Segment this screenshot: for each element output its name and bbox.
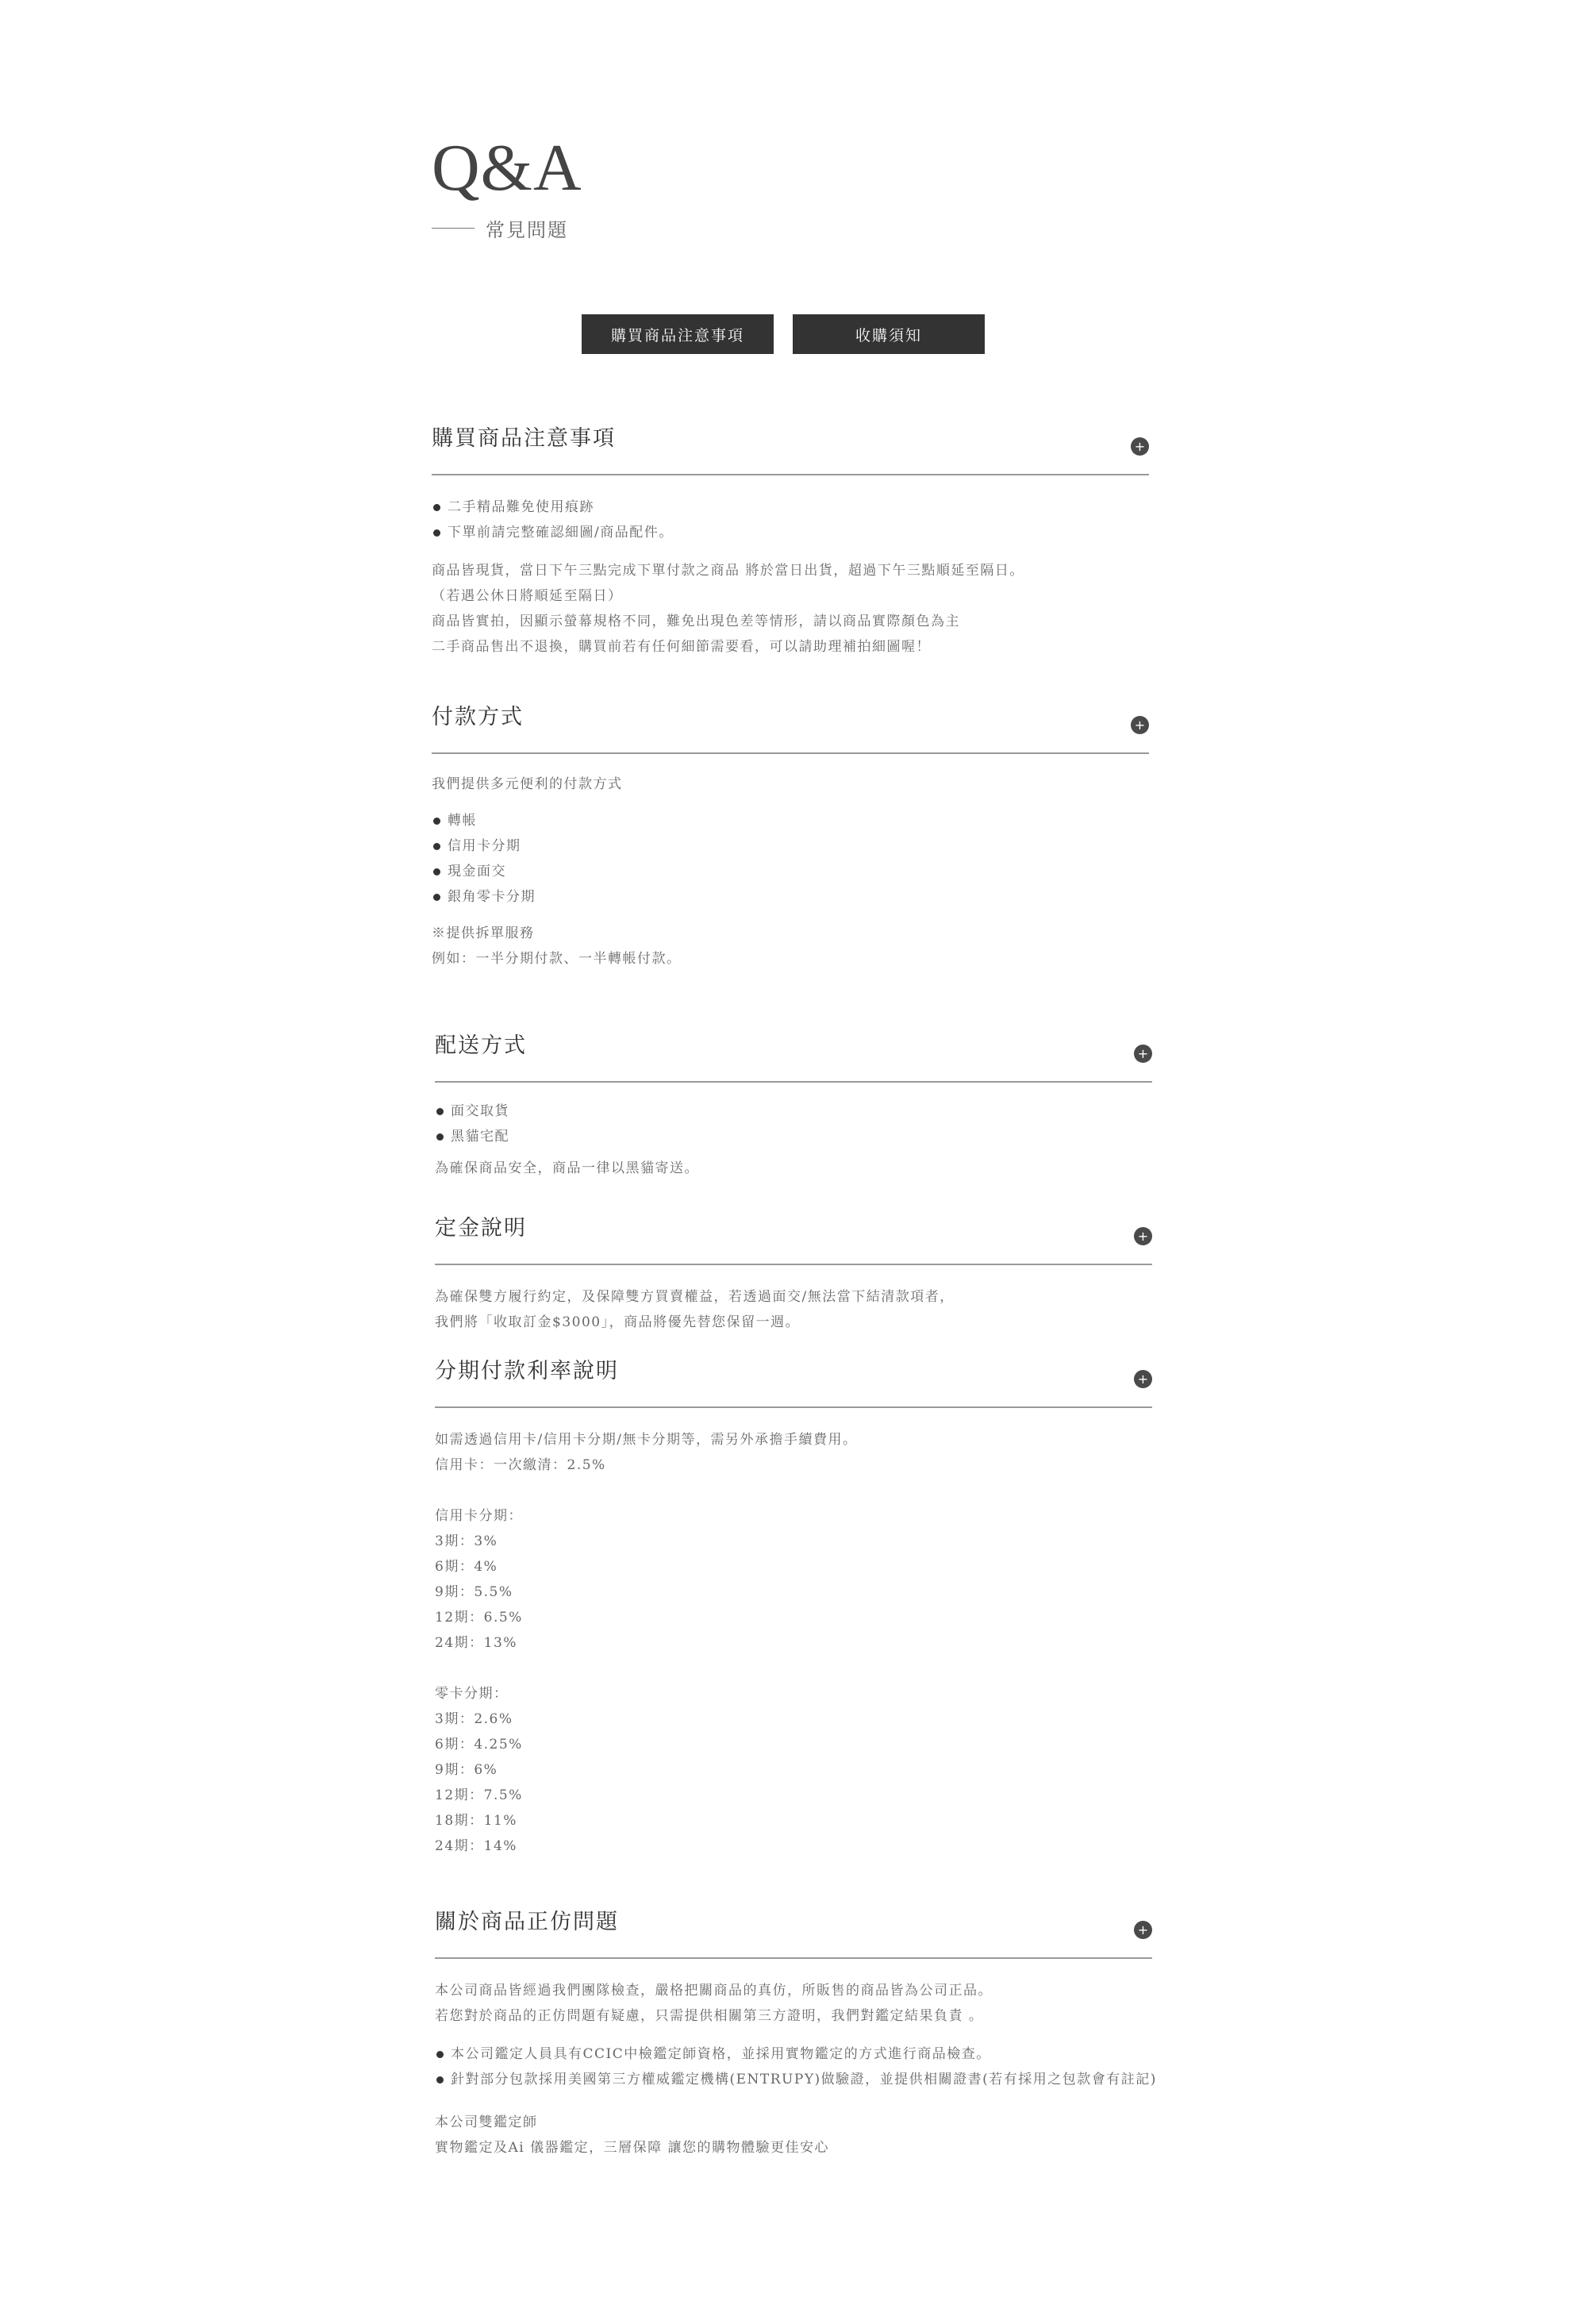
rate-line: 12期：7.5% <box>435 1787 523 1803</box>
text-line: 二手商品售出不退換，購買前若有任何細節需要看，可以請助理補拍細圖喔！ <box>432 639 931 655</box>
section-title: 關於商品正仿問題 <box>435 1910 619 1934</box>
section-text <box>435 1284 1152 1335</box>
credit-installment-title: 信用卡分期： <box>435 1508 523 1524</box>
text-line: 商品皆實拍，因顯示螢幕規格不同，難免出現色差等情形，請以商品實際顏色為主 <box>432 614 960 629</box>
page-subtitle: 常見問題 <box>486 219 568 241</box>
section-header[interactable] <box>435 1032 1152 1083</box>
text-line: 信用卡：一次繳清：2.5% <box>435 1457 606 1473</box>
bullet-list <box>435 2041 1228 2092</box>
section-title: 配送方式 <box>435 1033 527 1058</box>
expand-plus-icon[interactable]: + <box>1134 1921 1152 1939</box>
list-item: 針對部分包款採用美國第三方權威鑑定機構(ENTRUPY)做驗證，並提供相關證書(若有採用之包款會有註記) <box>435 2067 1228 2092</box>
text-line: 本公司商品皆經過我們團隊檢查，嚴格把關商品的真仿，所販售的商品皆為公司正品。 <box>435 1983 993 1999</box>
section-header[interactable] <box>435 1908 1152 1959</box>
section-payment <box>432 703 1149 972</box>
bullet-list <box>435 1099 1152 1149</box>
subtitle-dash-line <box>432 228 475 229</box>
expand-plus-icon[interactable]: + <box>1134 1370 1152 1388</box>
tab-buyback-notes[interactable]: 收購須知 <box>793 314 985 354</box>
rate-line: 12期：6.5% <box>435 1610 523 1626</box>
text-line: 為確保雙方履行約定，及保障雙方買賣權益，若透過面交/無法當下結清款項者， <box>435 1289 955 1305</box>
list-item: 黑貓宅配 <box>435 1124 1152 1149</box>
list-item: 信用卡分期 <box>432 833 1149 859</box>
text-line: 商品皆現貨，當日下午三點完成下單付款之商品 將於當日出貨，超過下午三點順延至隔日。 <box>432 563 1024 579</box>
rate-line: 9期：5.5% <box>435 1584 513 1600</box>
rate-line: 9期：6% <box>435 1762 498 1778</box>
list-item: 轉帳 <box>432 808 1149 833</box>
section-installment <box>435 1357 1152 1859</box>
rate-line: 3期：2.6% <box>435 1711 513 1727</box>
section-delivery <box>435 1032 1152 1181</box>
tab-purchase-notes[interactable]: 購買商品注意事項 <box>582 314 774 354</box>
text-line: （若遇公休日將順延至隔日） <box>432 588 623 604</box>
text-line: 我們將「收取訂金$3000」，商品將優先替您保留一週。 <box>435 1314 801 1330</box>
expand-plus-icon[interactable]: + <box>1131 437 1149 456</box>
list-item: 銀角零卡分期 <box>432 884 1149 910</box>
rate-line: 6期：4% <box>435 1559 498 1575</box>
rate-line: 24期：14% <box>435 1838 517 1854</box>
list-item: 下單前請完整確認細圖/商品配件。 <box>432 520 1149 545</box>
list-item: 現金面交 <box>432 859 1149 884</box>
list-item: 面交取貨 <box>435 1099 1152 1124</box>
text-line: 實物鑑定及Ai 儀器鑑定，三層保障 讓您的購物體驗更佳安心 <box>435 2140 830 2156</box>
expand-plus-icon[interactable]: + <box>1134 1045 1152 1063</box>
section-title: 購買商品注意事項 <box>432 426 616 451</box>
section-footer-text <box>435 2110 1152 2160</box>
page-subtitle-row <box>432 214 568 242</box>
rate-line: 3期：3% <box>435 1533 498 1549</box>
bullet-list <box>432 494 1149 545</box>
section-header[interactable] <box>435 1357 1152 1408</box>
list-item: 二手精品難免使用痕跡 <box>432 494 1149 520</box>
section-intro: 我們提供多元便利的付款方式 <box>432 776 623 792</box>
section-text <box>432 558 1149 660</box>
rate-line: 6期：4.25% <box>435 1737 523 1753</box>
section-title: 定金說明 <box>435 1216 527 1241</box>
section-header[interactable] <box>432 703 1149 754</box>
list-item: 本公司鑑定人員具有CCIC中檢鑑定師資格，並採用實物鑑定的方式進行商品檢查。 <box>435 2041 1228 2067</box>
section-header[interactable] <box>432 425 1149 475</box>
text-line: 若您對於商品的正仿問題有疑慮，只需提供相關第三方證明，我們對鑑定結果負責 。 <box>435 2008 984 2024</box>
section-deposit <box>435 1214 1152 1335</box>
bullet-list <box>432 808 1149 910</box>
zero-card-installment-title: 零卡分期： <box>435 1686 509 1702</box>
expand-plus-icon[interactable]: + <box>1131 716 1149 734</box>
faq-tabs <box>582 314 985 354</box>
section-authenticity <box>435 1908 1157 2160</box>
section-text <box>432 921 1149 972</box>
section-text <box>435 1978 1152 2029</box>
rate-line: 18期：11% <box>435 1813 517 1829</box>
text-line: ※提供拆單服務 <box>432 925 535 941</box>
section-title: 付款方式 <box>432 705 524 729</box>
text-line: 例如：一半分期付款、一半轉帳付款。 <box>432 951 682 967</box>
page-title: Q&A <box>432 131 582 205</box>
section-header[interactable] <box>435 1214 1152 1265</box>
text-line: 本公司雙鑑定師 <box>435 2114 538 2130</box>
text-line: 如需透過信用卡/信用卡分期/無卡分期等，需另外承擔手續費用。 <box>435 1432 858 1448</box>
section-note: 為確保商品安全，商品一律以黑貓寄送。 <box>435 1160 699 1176</box>
section-text <box>435 1427 1152 1859</box>
rate-line: 24期：13% <box>435 1635 517 1651</box>
section-title: 分期付款利率說明 <box>435 1359 619 1383</box>
expand-plus-icon[interactable]: + <box>1134 1227 1152 1245</box>
section-purchase <box>432 425 1149 660</box>
